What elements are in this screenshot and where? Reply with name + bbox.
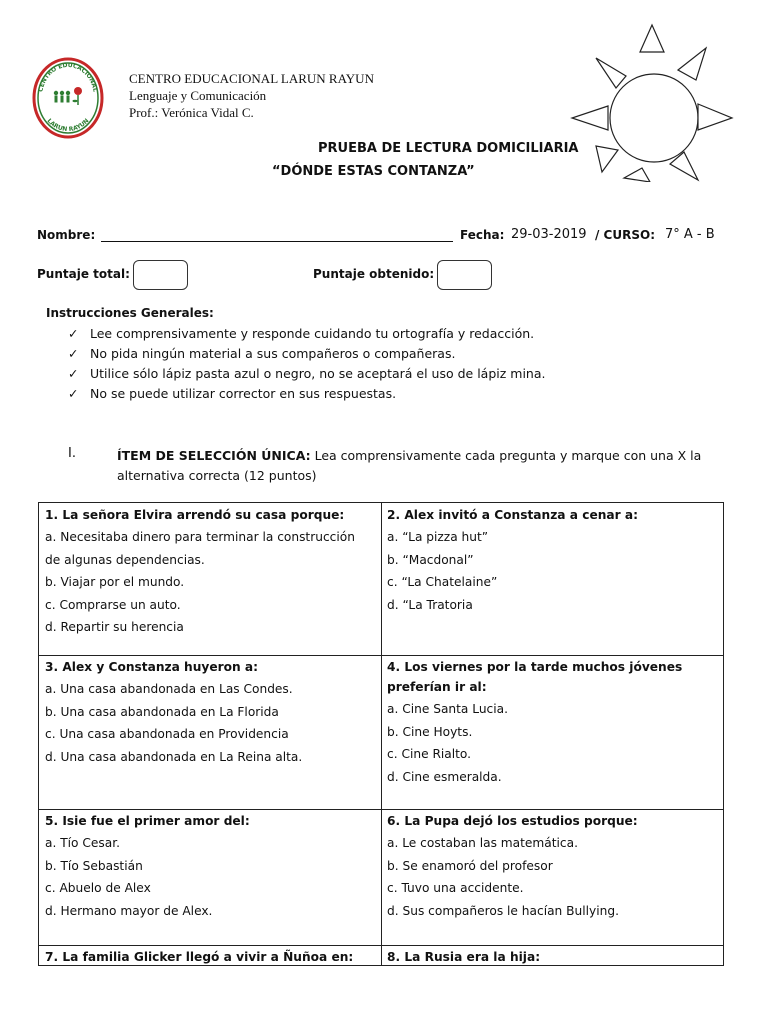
question-prompt [45, 811, 375, 831]
date-label: Fecha: [460, 228, 505, 242]
question-text: La Pupa dejó los estudios porque: [404, 814, 638, 828]
question-prompt [45, 657, 375, 677]
answer-option[interactable]: a. Una casa abandonada en Las Condes. [45, 682, 293, 696]
instruction-text: Utilice sólo lápiz pasta azul o negro, no se aceptará el uso de lápiz mina. [90, 366, 546, 381]
question-5 [39, 809, 381, 945]
answer-option[interactable]: c. Una casa abandonada en Providencia [45, 727, 289, 742]
question-text: Alex y Constanza huyeron a: [62, 660, 259, 674]
date-value: 29-03-2019 [511, 227, 587, 242]
section-instructions: Lea comprensivamente cada pregunta y marque con una X la alternativa correcta (12 puntos) [117, 448, 702, 483]
obtained-score-label: Puntaje obtenido: [313, 267, 435, 281]
question-prompt [387, 811, 717, 831]
school-logo [32, 57, 104, 139]
question-prompt [45, 947, 375, 967]
section-title: ÍTEM DE SELECCIÓN ÚNICA: [117, 448, 311, 463]
instruction-item [68, 326, 534, 341]
logo-text-top: CENTRO EDUCACIONAL [37, 61, 99, 93]
test-title: PRUEBA DE LECTURA DOMICILIARIA [318, 141, 579, 156]
question-prompt [45, 505, 375, 525]
answer-option[interactable]: b. Se enamoró del profesor [387, 858, 553, 873]
question-prompt [387, 947, 717, 967]
course-value: 7° A - B [665, 227, 715, 242]
instruction-item [68, 346, 455, 361]
question-number: 8. [387, 950, 405, 964]
question-number: 7. [45, 950, 63, 964]
instruction-text: No pida ningún material a sus compañeros o compañeras. [90, 346, 456, 361]
answer-option[interactable]: d. “La Tratoria [387, 597, 473, 612]
question-number: 5. [45, 814, 63, 828]
answer-option[interactable]: d. Repartir su herencia [45, 620, 184, 635]
question-prompt [387, 657, 717, 697]
question-text: Alex invitó a Constanza a cenar a: [404, 508, 638, 522]
question-3 [39, 655, 381, 809]
teacher-name: Prof.: Verónica Vidal C. [129, 105, 254, 120]
answer-option[interactable]: a. Necesitaba dinero para terminar la construcción [45, 530, 355, 544]
answer-option[interactable]: d. Hermano mayor de Alex. [45, 903, 213, 918]
question-6 [381, 809, 723, 945]
question-number: 2. [387, 508, 405, 522]
subject-name: Lenguaje y Comunicación [129, 88, 267, 103]
name-label: Nombre: [37, 228, 96, 242]
instruction-text: Lee comprensivamente y responde cuidando tu ortografía y redacción. [90, 326, 535, 341]
answer-option[interactable]: c. “La Chatelaine” [387, 575, 498, 590]
answer-option[interactable]: b. Cine Hoyts. [387, 724, 473, 739]
answer-option[interactable]: b. Tío Sebastián [45, 858, 143, 873]
answer-option[interactable]: a. “La pizza hut” [387, 530, 489, 544]
question-number: 3. [45, 660, 63, 674]
checkmark-icon: ✓ [68, 386, 79, 401]
name-input-line[interactable] [101, 241, 453, 242]
answer-option[interactable]: d. Cine esmeralda. [387, 769, 502, 784]
answer-option[interactable]: b. Una casa abandonada en La Florida [45, 704, 279, 719]
checkmark-icon: ✓ [68, 346, 79, 361]
total-score-label: Puntaje total: [37, 267, 130, 281]
question-text: La familia Glicker llegó a vivir a Ñuñoa en: [62, 950, 354, 964]
obtained-score-box[interactable] [437, 260, 492, 290]
question-table [38, 502, 724, 966]
instruction-item [68, 366, 545, 381]
answer-option[interactable]: c. Abuelo de Alex [45, 881, 151, 896]
question-8 [381, 945, 723, 967]
instruction-item [68, 386, 396, 401]
school-header [129, 70, 374, 121]
answer-option[interactable]: a. Le costaban las matemática. [387, 836, 578, 850]
checkmark-icon: ✓ [68, 326, 79, 341]
checkmark-icon: ✓ [68, 366, 79, 381]
question-text: La Rusia era la hija: [404, 950, 541, 964]
question-text: La señora Elvira arrendó su casa porque: [62, 508, 345, 522]
answer-option[interactable]: a. Tío Cesar. [45, 836, 120, 850]
question-prompt [387, 505, 717, 525]
course-label: / CURSO: [595, 228, 655, 242]
answer-option[interactable]: de algunas dependencias. [45, 552, 205, 567]
logo-text-bottom: LARUN RAYUN [45, 117, 91, 134]
total-score-box[interactable] [133, 260, 188, 290]
question-text: Los viernes por la tarde muchos jóvenes preferían ir al: [387, 660, 683, 694]
school-name: CENTRO EDUCACIONAL LARUN RAYUN [129, 71, 374, 86]
section-number: I. [68, 446, 76, 461]
logo-children-icon [54, 91, 70, 103]
question-number: 6. [387, 814, 405, 828]
answer-option[interactable]: c. Tuvo una accidente. [387, 881, 524, 896]
question-number: 1. [45, 508, 63, 522]
test-subtitle: “DÓNDE ESTAS CONTANZA” [272, 164, 475, 179]
question-number: 4. [387, 660, 405, 674]
answer-option[interactable]: c. Cine Rialto. [387, 747, 472, 762]
answer-option[interactable]: d. Una casa abandonada en La Reina alta. [45, 749, 303, 764]
sun-icon [566, 22, 738, 182]
answer-option[interactable]: b. “Macdonal” [387, 552, 474, 567]
answer-option[interactable]: d. Sus compañeros le hacían Bullying. [387, 903, 619, 918]
question-2 [381, 503, 723, 655]
question-4 [381, 655, 723, 809]
question-text: Isie fue el primer amor del: [62, 814, 250, 828]
question-1 [39, 503, 381, 655]
question-7 [39, 945, 381, 967]
section-heading [117, 446, 727, 486]
answer-option[interactable]: c. Comprarse un auto. [45, 597, 181, 612]
instruction-text: No se puede utilizar corrector en sus respuestas. [90, 386, 397, 401]
answer-option[interactable]: b. Viajar por el mundo. [45, 575, 185, 590]
instructions-title: Instrucciones Generales: [46, 306, 214, 320]
answer-option[interactable]: a. Cine Santa Lucia. [387, 702, 508, 716]
